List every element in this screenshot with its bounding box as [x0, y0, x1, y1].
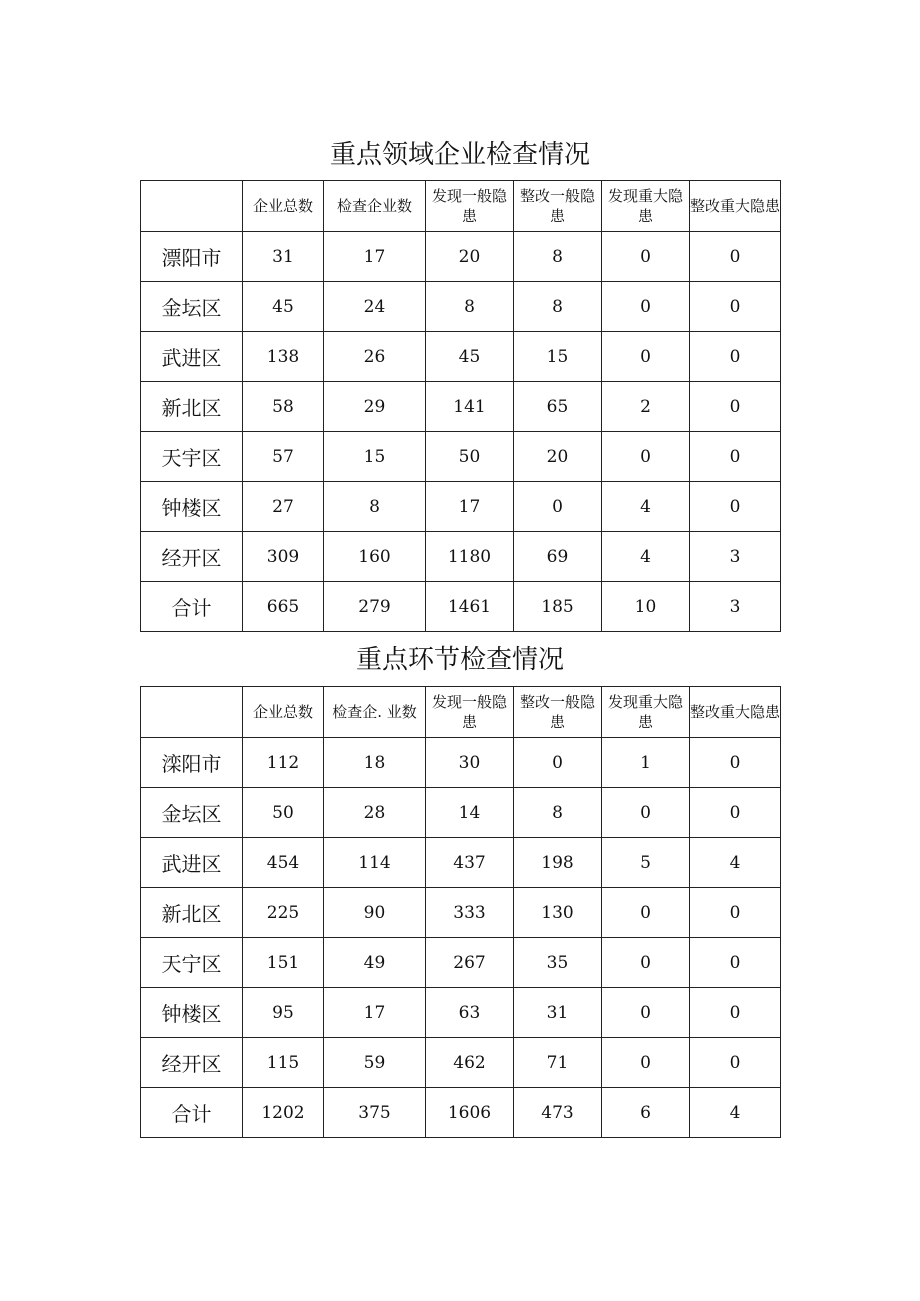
- key-sector-inspection-table: [140, 180, 781, 632]
- table-cell: 0: [602, 232, 690, 282]
- table-cell: 0: [690, 282, 781, 332]
- table-cell: 141: [426, 382, 514, 432]
- table-row: [141, 738, 781, 788]
- column-header: 检查企业数: [324, 181, 426, 232]
- table-row: [141, 988, 781, 1038]
- table-cell: 18: [324, 738, 426, 788]
- district-name: 天宇区: [141, 432, 243, 482]
- table-cell: 8: [324, 482, 426, 532]
- table-row: [141, 938, 781, 988]
- table-cell: 31: [514, 988, 602, 1038]
- table-cell: 1461: [426, 582, 514, 632]
- table-cell: 0: [602, 788, 690, 838]
- district-name: 新北区: [141, 888, 243, 938]
- table-cell: 0: [690, 232, 781, 282]
- table-cell: 4: [690, 838, 781, 888]
- corner-cell: [141, 181, 243, 232]
- table-cell: 1202: [243, 1088, 324, 1138]
- district-name: 经开区: [141, 532, 243, 582]
- key-link-inspection-table: [140, 686, 781, 1138]
- table-cell: 3: [690, 532, 781, 582]
- table-cell: 4: [690, 1088, 781, 1138]
- table-row: [141, 282, 781, 332]
- table-row: [141, 382, 781, 432]
- table-cell: 17: [324, 988, 426, 1038]
- table-cell: 462: [426, 1038, 514, 1088]
- district-name: 武进区: [141, 838, 243, 888]
- district-name: 武进区: [141, 332, 243, 382]
- district-name: 合计: [141, 582, 243, 632]
- table-cell: 309: [243, 532, 324, 582]
- table-cell: 333: [426, 888, 514, 938]
- table-row: [141, 332, 781, 382]
- table-cell: 0: [602, 1038, 690, 1088]
- table-cell: 0: [690, 432, 781, 482]
- table-cell: 8: [514, 788, 602, 838]
- table-cell: 4: [602, 532, 690, 582]
- column-header: 企业总数: [243, 687, 324, 738]
- table-cell: 31: [243, 232, 324, 282]
- district-name: 金坛区: [141, 282, 243, 332]
- table-row: [141, 232, 781, 282]
- table-cell: 138: [243, 332, 324, 382]
- table-header-row: [141, 687, 781, 738]
- table-cell: 0: [690, 482, 781, 532]
- table-cell: 0: [602, 432, 690, 482]
- table-cell: 24: [324, 282, 426, 332]
- table-cell: 15: [514, 332, 602, 382]
- column-header: 整改一般隐患: [514, 687, 602, 738]
- table-cell: 0: [690, 332, 781, 382]
- table-cell: 8: [426, 282, 514, 332]
- table-cell: 6: [602, 1088, 690, 1138]
- corner-cell: [141, 687, 243, 738]
- table-cell: 30: [426, 738, 514, 788]
- table-cell: 90: [324, 888, 426, 938]
- table-cell: 0: [602, 988, 690, 1038]
- table-cell: 5: [602, 838, 690, 888]
- table-cell: 1606: [426, 1088, 514, 1138]
- table-cell: 160: [324, 532, 426, 582]
- column-header: 整改一般隐患: [514, 181, 602, 232]
- table-cell: 0: [690, 888, 781, 938]
- table-row: [141, 1038, 781, 1088]
- table-row: [141, 838, 781, 888]
- table-cell: 15: [324, 432, 426, 482]
- table-cell: 0: [602, 282, 690, 332]
- table-cell: 279: [324, 582, 426, 632]
- table-cell: 0: [602, 938, 690, 988]
- table-cell: 375: [324, 1088, 426, 1138]
- table-cell: 0: [690, 938, 781, 988]
- district-name: 钟楼区: [141, 482, 243, 532]
- table-cell: 0: [602, 888, 690, 938]
- column-header: 检查企. 业数: [324, 687, 426, 738]
- column-header: 整改重大隐患: [690, 687, 781, 738]
- table-cell: 0: [690, 988, 781, 1038]
- table-cell: 17: [426, 482, 514, 532]
- district-name: 天宁区: [141, 938, 243, 988]
- table-row: [141, 432, 781, 482]
- table-cell: 14: [426, 788, 514, 838]
- table-cell: 26: [324, 332, 426, 382]
- table-cell: 8: [514, 232, 602, 282]
- district-name: 合计: [141, 1088, 243, 1138]
- column-header: 发现重大隐患: [602, 181, 690, 232]
- table-cell: 17: [324, 232, 426, 282]
- table-cell: 454: [243, 838, 324, 888]
- table-cell: 1: [602, 738, 690, 788]
- table-cell: 29: [324, 382, 426, 432]
- table-cell: 130: [514, 888, 602, 938]
- district-name: 漂阳市: [141, 232, 243, 282]
- table-cell: 45: [243, 282, 324, 332]
- table-cell: 8: [514, 282, 602, 332]
- table-cell: 28: [324, 788, 426, 838]
- table-cell: 114: [324, 838, 426, 888]
- column-header: 发现一般隐患: [426, 181, 514, 232]
- table-cell: 49: [324, 938, 426, 988]
- table-cell: 3: [690, 582, 781, 632]
- table-cell: 35: [514, 938, 602, 988]
- table-cell: 437: [426, 838, 514, 888]
- table1-title: 重点领域企业检查情况: [329, 140, 590, 170]
- table-cell: 71: [514, 1038, 602, 1088]
- table-cell: 20: [426, 232, 514, 282]
- district-name: 钟楼区: [141, 988, 243, 1038]
- table-cell: 10: [602, 582, 690, 632]
- column-header: 发现一般隐患: [426, 687, 514, 738]
- table-cell: 69: [514, 532, 602, 582]
- table-cell: 20: [514, 432, 602, 482]
- table-cell: 0: [690, 788, 781, 838]
- table2-title: 重点环节检查情况: [355, 645, 564, 675]
- column-header: 整改重大隐患: [690, 181, 781, 232]
- table-cell: 4: [602, 482, 690, 532]
- table-cell: 2: [602, 382, 690, 432]
- table-cell: 0: [690, 1038, 781, 1088]
- total-row: [141, 582, 781, 632]
- table-cell: 115: [243, 1038, 324, 1088]
- district-name: 经开区: [141, 1038, 243, 1088]
- table-cell: 0: [690, 382, 781, 432]
- table-cell: 95: [243, 988, 324, 1038]
- district-name: 滦阳市: [141, 738, 243, 788]
- district-name: 新北区: [141, 382, 243, 432]
- table-cell: 151: [243, 938, 324, 988]
- table-cell: 50: [243, 788, 324, 838]
- column-header: 企业总数: [243, 181, 324, 232]
- district-name: 金坛区: [141, 788, 243, 838]
- table-cell: 45: [426, 332, 514, 382]
- table-cell: 225: [243, 888, 324, 938]
- table-cell: 0: [514, 738, 602, 788]
- table-cell: 27: [243, 482, 324, 532]
- table-cell: 63: [426, 988, 514, 1038]
- table-cell: 1180: [426, 532, 514, 582]
- table-cell: 0: [602, 332, 690, 382]
- table-row: [141, 788, 781, 838]
- total-row: [141, 1088, 781, 1138]
- table-cell: 0: [514, 482, 602, 532]
- table-cell: 267: [426, 938, 514, 988]
- table-cell: 57: [243, 432, 324, 482]
- table-cell: 58: [243, 382, 324, 432]
- column-header: 发现重大隐患: [602, 687, 690, 738]
- table-cell: 65: [514, 382, 602, 432]
- table-cell: 0: [690, 738, 781, 788]
- table-cell: 50: [426, 432, 514, 482]
- table-row: [141, 888, 781, 938]
- table-cell: 473: [514, 1088, 602, 1138]
- table-cell: 665: [243, 582, 324, 632]
- table-cell: 112: [243, 738, 324, 788]
- table-header-row: [141, 181, 781, 232]
- table-cell: 59: [324, 1038, 426, 1088]
- table-row: [141, 482, 781, 532]
- table-cell: 185: [514, 582, 602, 632]
- table-cell: 198: [514, 838, 602, 888]
- table-row: [141, 532, 781, 582]
